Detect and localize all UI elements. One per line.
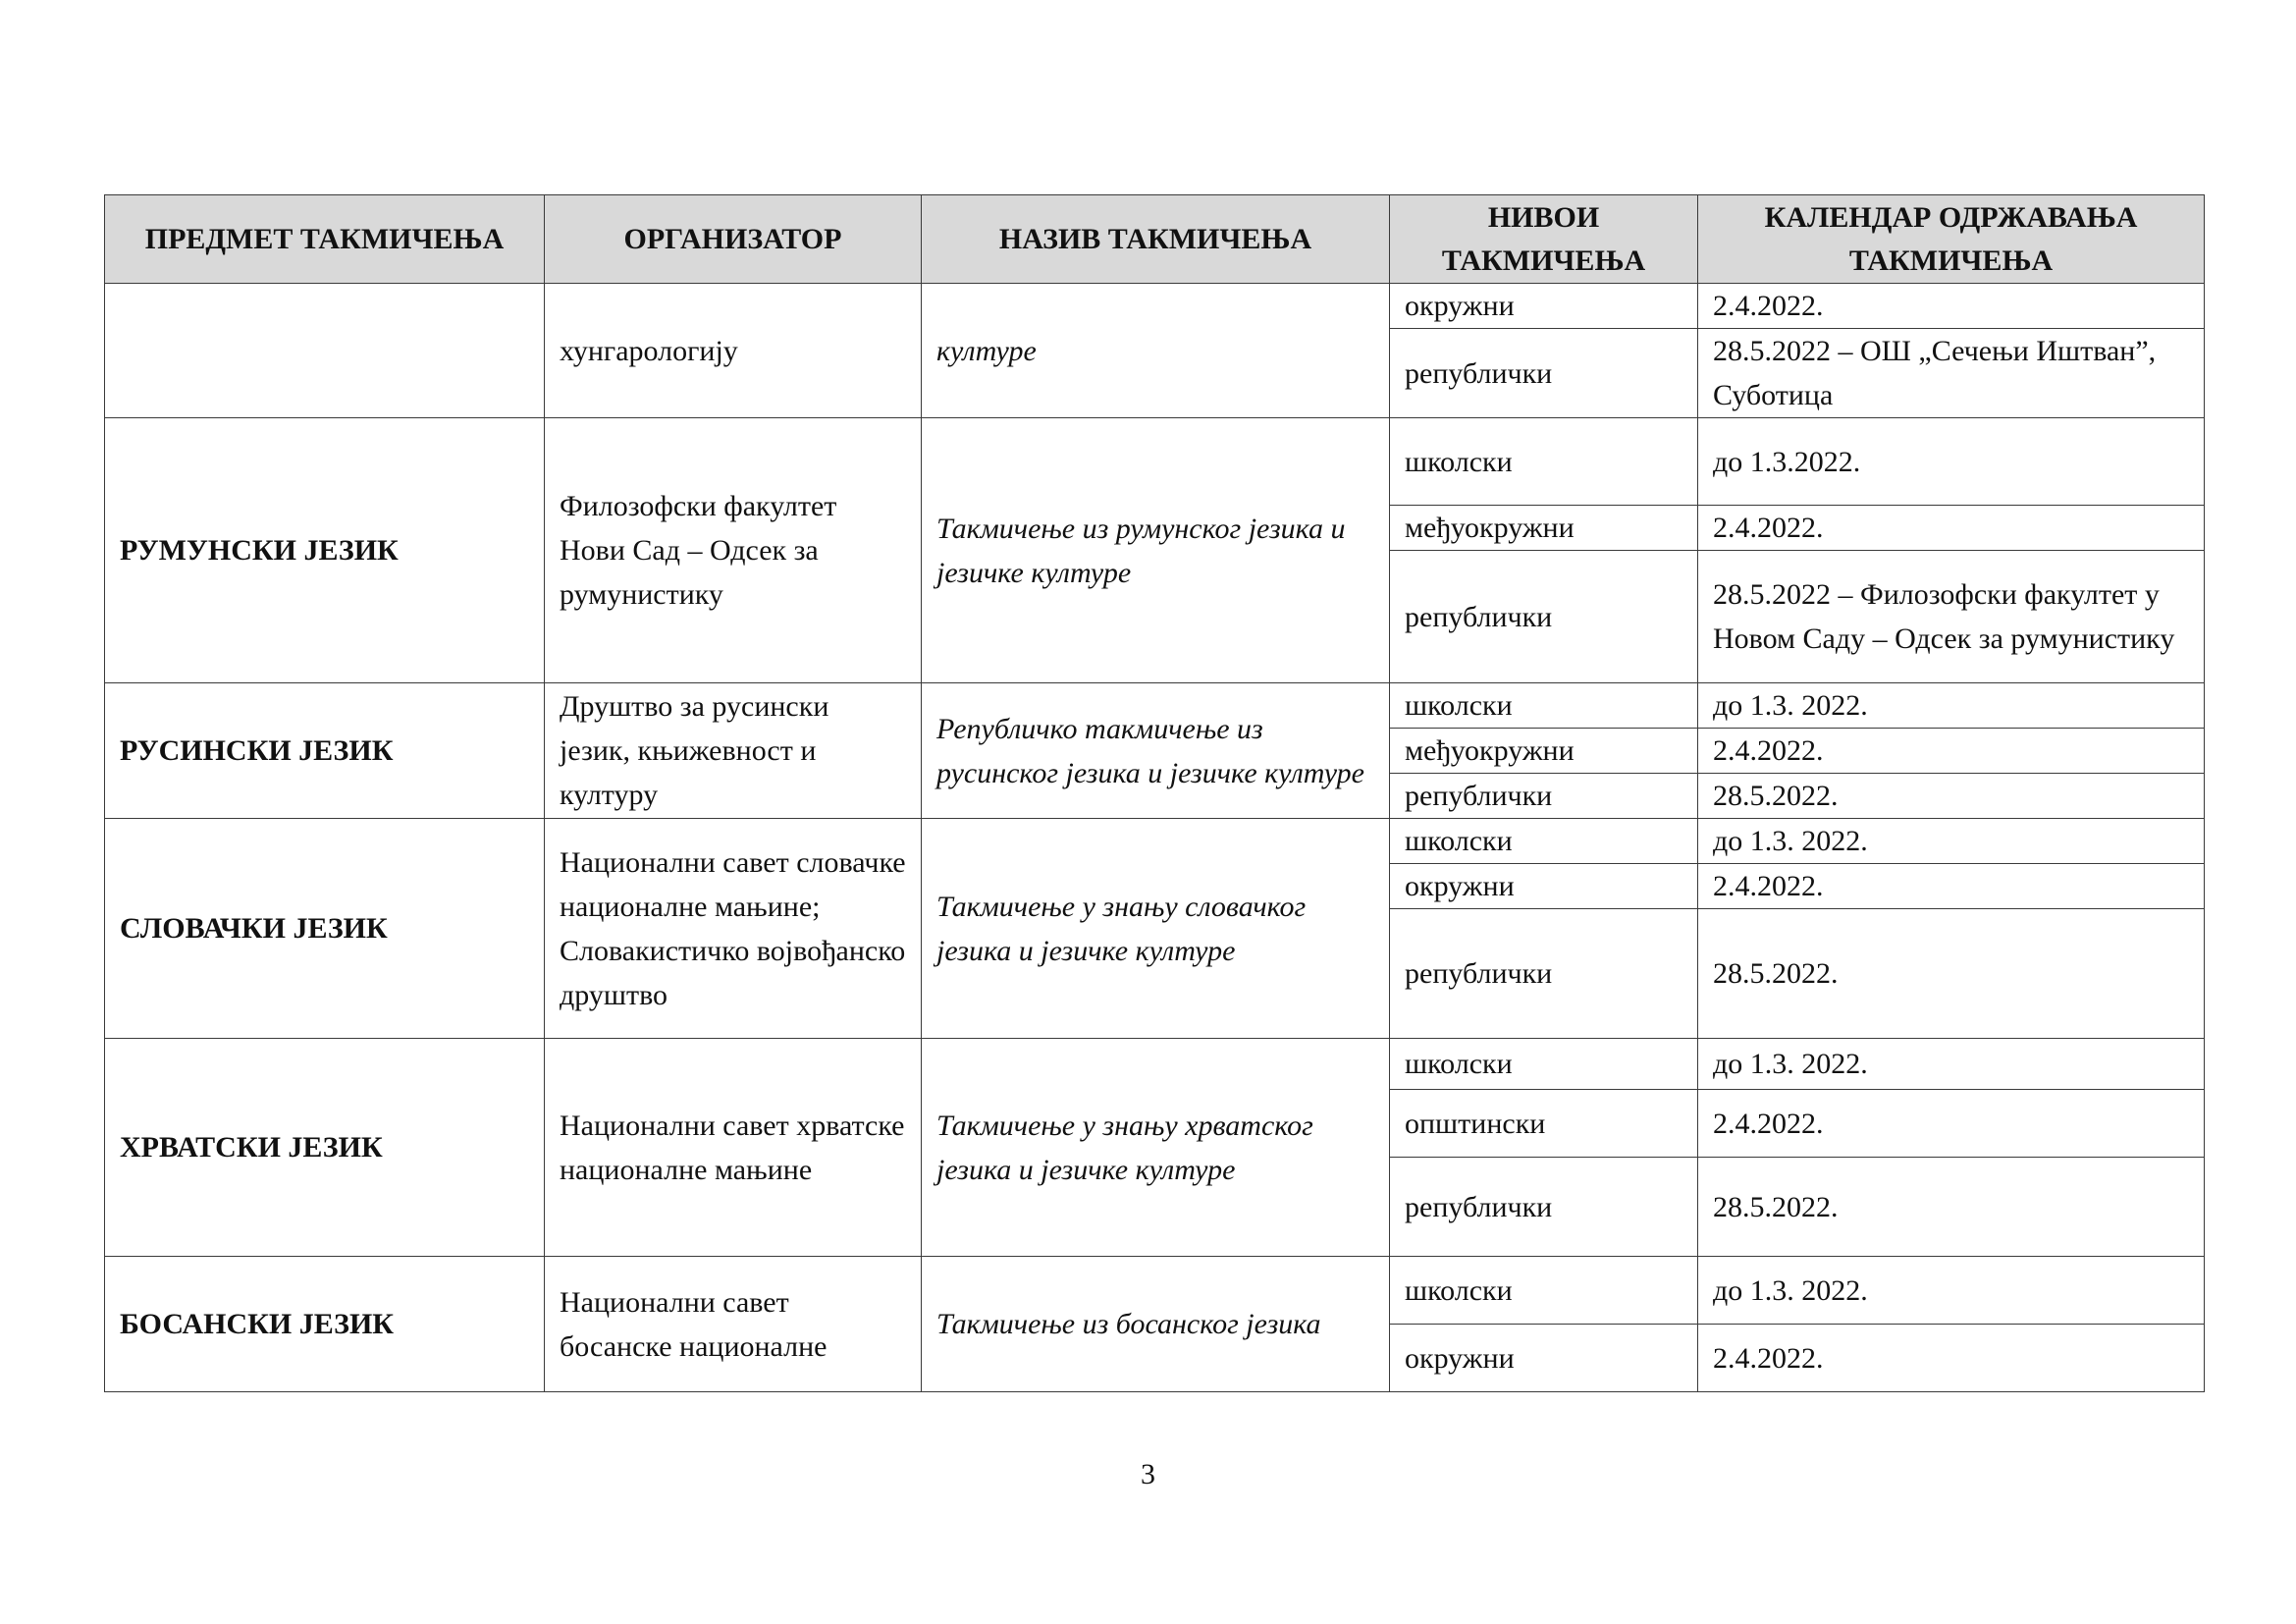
header-levels: НИВОИ ТАКМИЧЕЊА [1390,195,1698,284]
date-cell: 2.4.2022. [1698,506,2205,551]
competition-table [104,194,2205,1392]
subject-cell-bosnian: БОСАНСКИ ЈЕЗИК [105,1257,545,1392]
date-cell: 2.4.2022. [1698,729,2205,774]
organizer-cell: Национални савет словачке националне мањине; Словакистичко војвођанско друштво [545,819,922,1039]
level-cell: школски [1390,819,1698,864]
competition-name-cell: Такмичење из босанског језика [922,1257,1390,1392]
level-cell: републички [1390,774,1698,819]
date-cell: до 1.3. 2022. [1698,819,2205,864]
date-cell: 2.4.2022. [1698,284,2205,329]
level-cell: школски [1390,683,1698,729]
header-calendar: КАЛЕНДАР ОДРЖАВАЊА ТАКМИЧЕЊА [1698,195,2205,284]
table-row [105,418,2205,506]
date-cell: до 1.3. 2022. [1698,1257,2205,1325]
header-competition-name: НАЗИВ ТАКМИЧЕЊА [922,195,1390,284]
level-cell: републички [1390,329,1698,418]
level-cell: школски [1390,1257,1698,1325]
competition-name-cell: Такмичење у знању хрватског језика и језичке културе [922,1039,1390,1257]
competition-name-cell: културе [922,284,1390,418]
level-cell: републички [1390,551,1698,683]
date-cell: до 1.3.2022. [1698,418,2205,506]
organizer-cell: хунгарологију [545,284,922,418]
level-cell: општински [1390,1090,1698,1158]
competition-name-cell: Такмичење у знању словачког језика и језичке културе [922,819,1390,1039]
date-cell: 28.5.2022. [1698,909,2205,1039]
organizer-cell: Национални савет босанске националне [545,1257,922,1392]
page-number: 3 [1141,1458,1155,1490]
table-row [105,1257,2205,1325]
table-row [105,284,2205,329]
level-cell: републички [1390,909,1698,1039]
competition-name-cell: Такмичење из румунског језика и језичке културе [922,418,1390,683]
date-cell: 2.4.2022. [1698,1090,2205,1158]
subject-cell [105,284,545,418]
date-cell: 28.5.2022. [1698,1158,2205,1257]
date-cell: 28.5.2022. [1698,774,2205,819]
level-cell: окружни [1390,1325,1698,1392]
subject-cell-slovak: СЛОВАЧКИ ЈЕЗИК [105,819,545,1039]
date-cell: до 1.3. 2022. [1698,683,2205,729]
level-cell: међуокружни [1390,729,1698,774]
table-body [105,284,2205,1392]
organizer-cell: Национални савет хрватске националне мањине [545,1039,922,1257]
header-subject: ПРЕДМЕТ ТАКМИЧЕЊА [105,195,545,284]
table-row [105,819,2205,864]
header-organizer: ОРГАНИЗАТОР [545,195,922,284]
organizer-cell: Друштво за русински језик, књижевност и културу [545,683,922,819]
competition-name-cell: Републичко такмичење из русинског језика и језичке културе [922,683,1390,819]
level-cell: међуокружни [1390,506,1698,551]
date-cell: 2.4.2022. [1698,1325,2205,1392]
level-cell: републички [1390,1158,1698,1257]
table-row [105,1039,2205,1090]
date-cell: 2.4.2022. [1698,864,2205,909]
date-cell: 28.5.2022 – Филозофски факултет у Новом Саду – Одсек за румунистику [1698,551,2205,683]
date-cell: 28.5.2022 – ОШ „Сечењи Иштван”, Суботица [1698,329,2205,418]
level-cell: школски [1390,418,1698,506]
subject-cell-croatian: ХРВАТСКИ ЈЕЗИК [105,1039,545,1257]
subject-cell-rusyn: РУСИНСКИ ЈЕЗИК [105,683,545,819]
level-cell: окружни [1390,864,1698,909]
table-row [105,683,2205,729]
subject-cell-romanian: РУМУНСКИ ЈЕЗИК [105,418,545,683]
date-cell: до 1.3. 2022. [1698,1039,2205,1090]
level-cell: школски [1390,1039,1698,1090]
header-row [105,195,2205,284]
level-cell: окружни [1390,284,1698,329]
organizer-cell: Филозофски факултет Нови Сад – Одсек за румунистику [545,418,922,683]
